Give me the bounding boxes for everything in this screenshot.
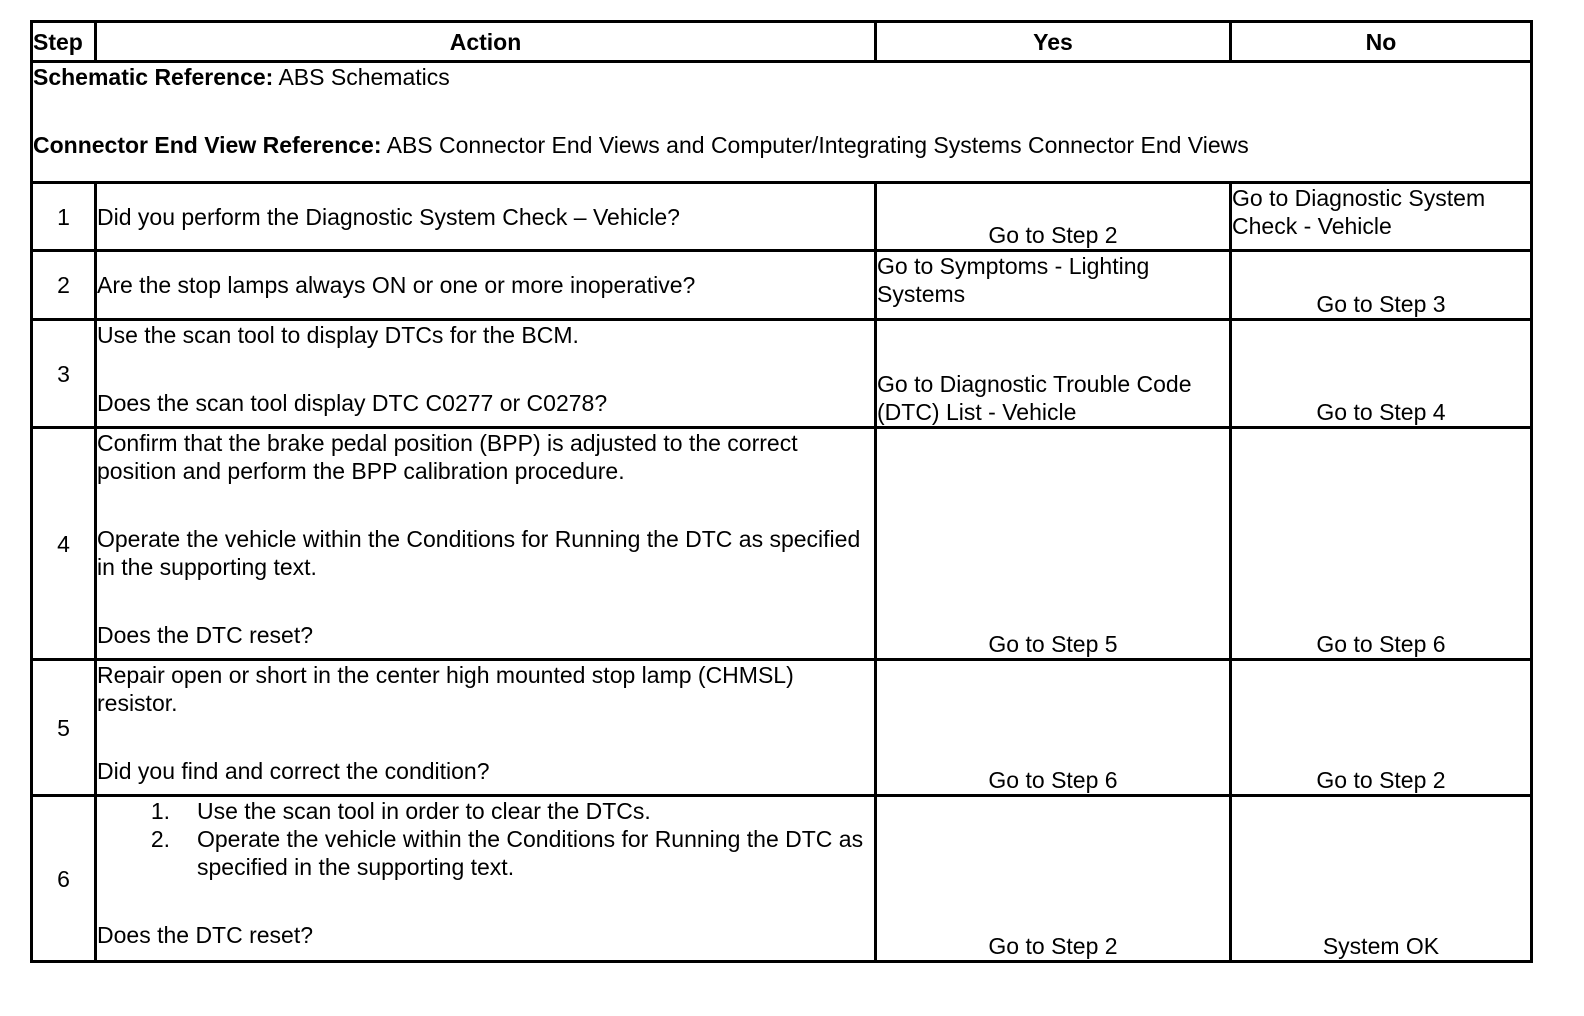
- action-cell: [96, 251, 876, 320]
- action-question: Did you find and correct the condition?: [97, 758, 490, 784]
- list-item: [97, 797, 874, 825]
- no-cell: System OK: [1231, 796, 1532, 962]
- header-yes: Yes: [876, 22, 1231, 62]
- header-row: [32, 22, 1532, 62]
- list-item-number: 2.: [150, 826, 170, 852]
- yes-cell: Go to Step 5: [876, 428, 1231, 660]
- yes-cell: Go to Step 2: [876, 183, 1231, 251]
- action-cell: [96, 428, 876, 660]
- connector-reference-value: ABS Connector End Views and Computer/Integrating Systems Connector End Views: [381, 132, 1249, 158]
- list-item-text: Operate the vehicle within the Conditions for Running the DTC as specified in the supporting text.: [197, 826, 864, 880]
- step-row: [32, 660, 1532, 796]
- action-question: Does the DTC reset?: [97, 622, 314, 648]
- action-question: Does the scan tool display DTC C0277 or C0278?: [97, 390, 608, 416]
- step-number: 1: [32, 183, 96, 251]
- step-number: 2: [32, 251, 96, 320]
- action-cell: [96, 183, 876, 251]
- action-text: Use the scan tool to display DTCs for the BCM.: [97, 322, 579, 348]
- step-number: 4: [32, 428, 96, 660]
- action-cell: [96, 320, 876, 428]
- list-item: [97, 825, 874, 881]
- spacer: [97, 581, 874, 621]
- action-question: Does the DTC reset?: [97, 922, 314, 948]
- header-no: No: [1231, 22, 1532, 62]
- action-cell: [96, 660, 876, 796]
- action-text: Repair open or short in the center high mounted stop lamp (CHMSL) resistor.: [97, 662, 794, 716]
- action-text: Confirm that the brake pedal position (BPP) is adjusted to the correct position and perform the BPP calibration procedure.: [97, 430, 798, 484]
- header-action: Action: [96, 22, 876, 62]
- action-text: Operate the vehicle within the Conditions for Running the DTC as specified in the supporting text.: [97, 526, 861, 580]
- spacer: [97, 717, 874, 757]
- reference-row: [32, 62, 1532, 183]
- yes-cell: Go to Step 6: [876, 660, 1231, 796]
- no-cell: Go to Step 6: [1231, 428, 1532, 660]
- step-row: [32, 428, 1532, 660]
- schematic-reference-label: Schematic Reference:: [33, 64, 274, 90]
- yes-cell: Go to Diagnostic Trouble Code (DTC) List - Vehicle: [876, 320, 1231, 428]
- action-text: Are the stop lamps always ON or one or more inoperative?: [97, 272, 696, 298]
- step-row: [32, 183, 1532, 251]
- spacer: [97, 349, 874, 389]
- no-cell: Go to Step 3: [1231, 251, 1532, 320]
- no-cell: Go to Diagnostic System Check - Vehicle: [1231, 183, 1532, 251]
- list-item-text: Use the scan tool in order to clear the DTCs.: [197, 798, 651, 824]
- spacer: [97, 485, 874, 525]
- schematic-reference: [33, 63, 1530, 91]
- yes-cell: Go to Step 2: [876, 796, 1231, 962]
- procedure-list: [97, 797, 874, 881]
- spacer: [33, 91, 1530, 131]
- step-number: 5: [32, 660, 96, 796]
- no-cell: Go to Step 2: [1231, 660, 1532, 796]
- step-row: [32, 320, 1532, 428]
- reference-cell: [32, 62, 1532, 183]
- step-row: [32, 796, 1532, 962]
- step-number: 6: [32, 796, 96, 962]
- list-item-number: 1.: [150, 798, 170, 824]
- yes-cell: Go to Symptoms - Lighting Systems: [876, 251, 1231, 320]
- step-row: [32, 251, 1532, 320]
- header-step: Step: [32, 22, 96, 62]
- no-cell: Go to Step 4: [1231, 320, 1532, 428]
- diagnostic-table: [30, 20, 1533, 963]
- connector-reference-label: Connector End View Reference:: [33, 132, 382, 158]
- action-cell: [96, 796, 876, 962]
- schematic-reference-value: ABS Schematics: [273, 64, 450, 90]
- spacer: [97, 881, 874, 921]
- connector-reference: [33, 131, 1530, 159]
- action-text: Did you perform the Diagnostic System Check – Vehicle?: [97, 203, 680, 230]
- step-number: 3: [32, 320, 96, 428]
